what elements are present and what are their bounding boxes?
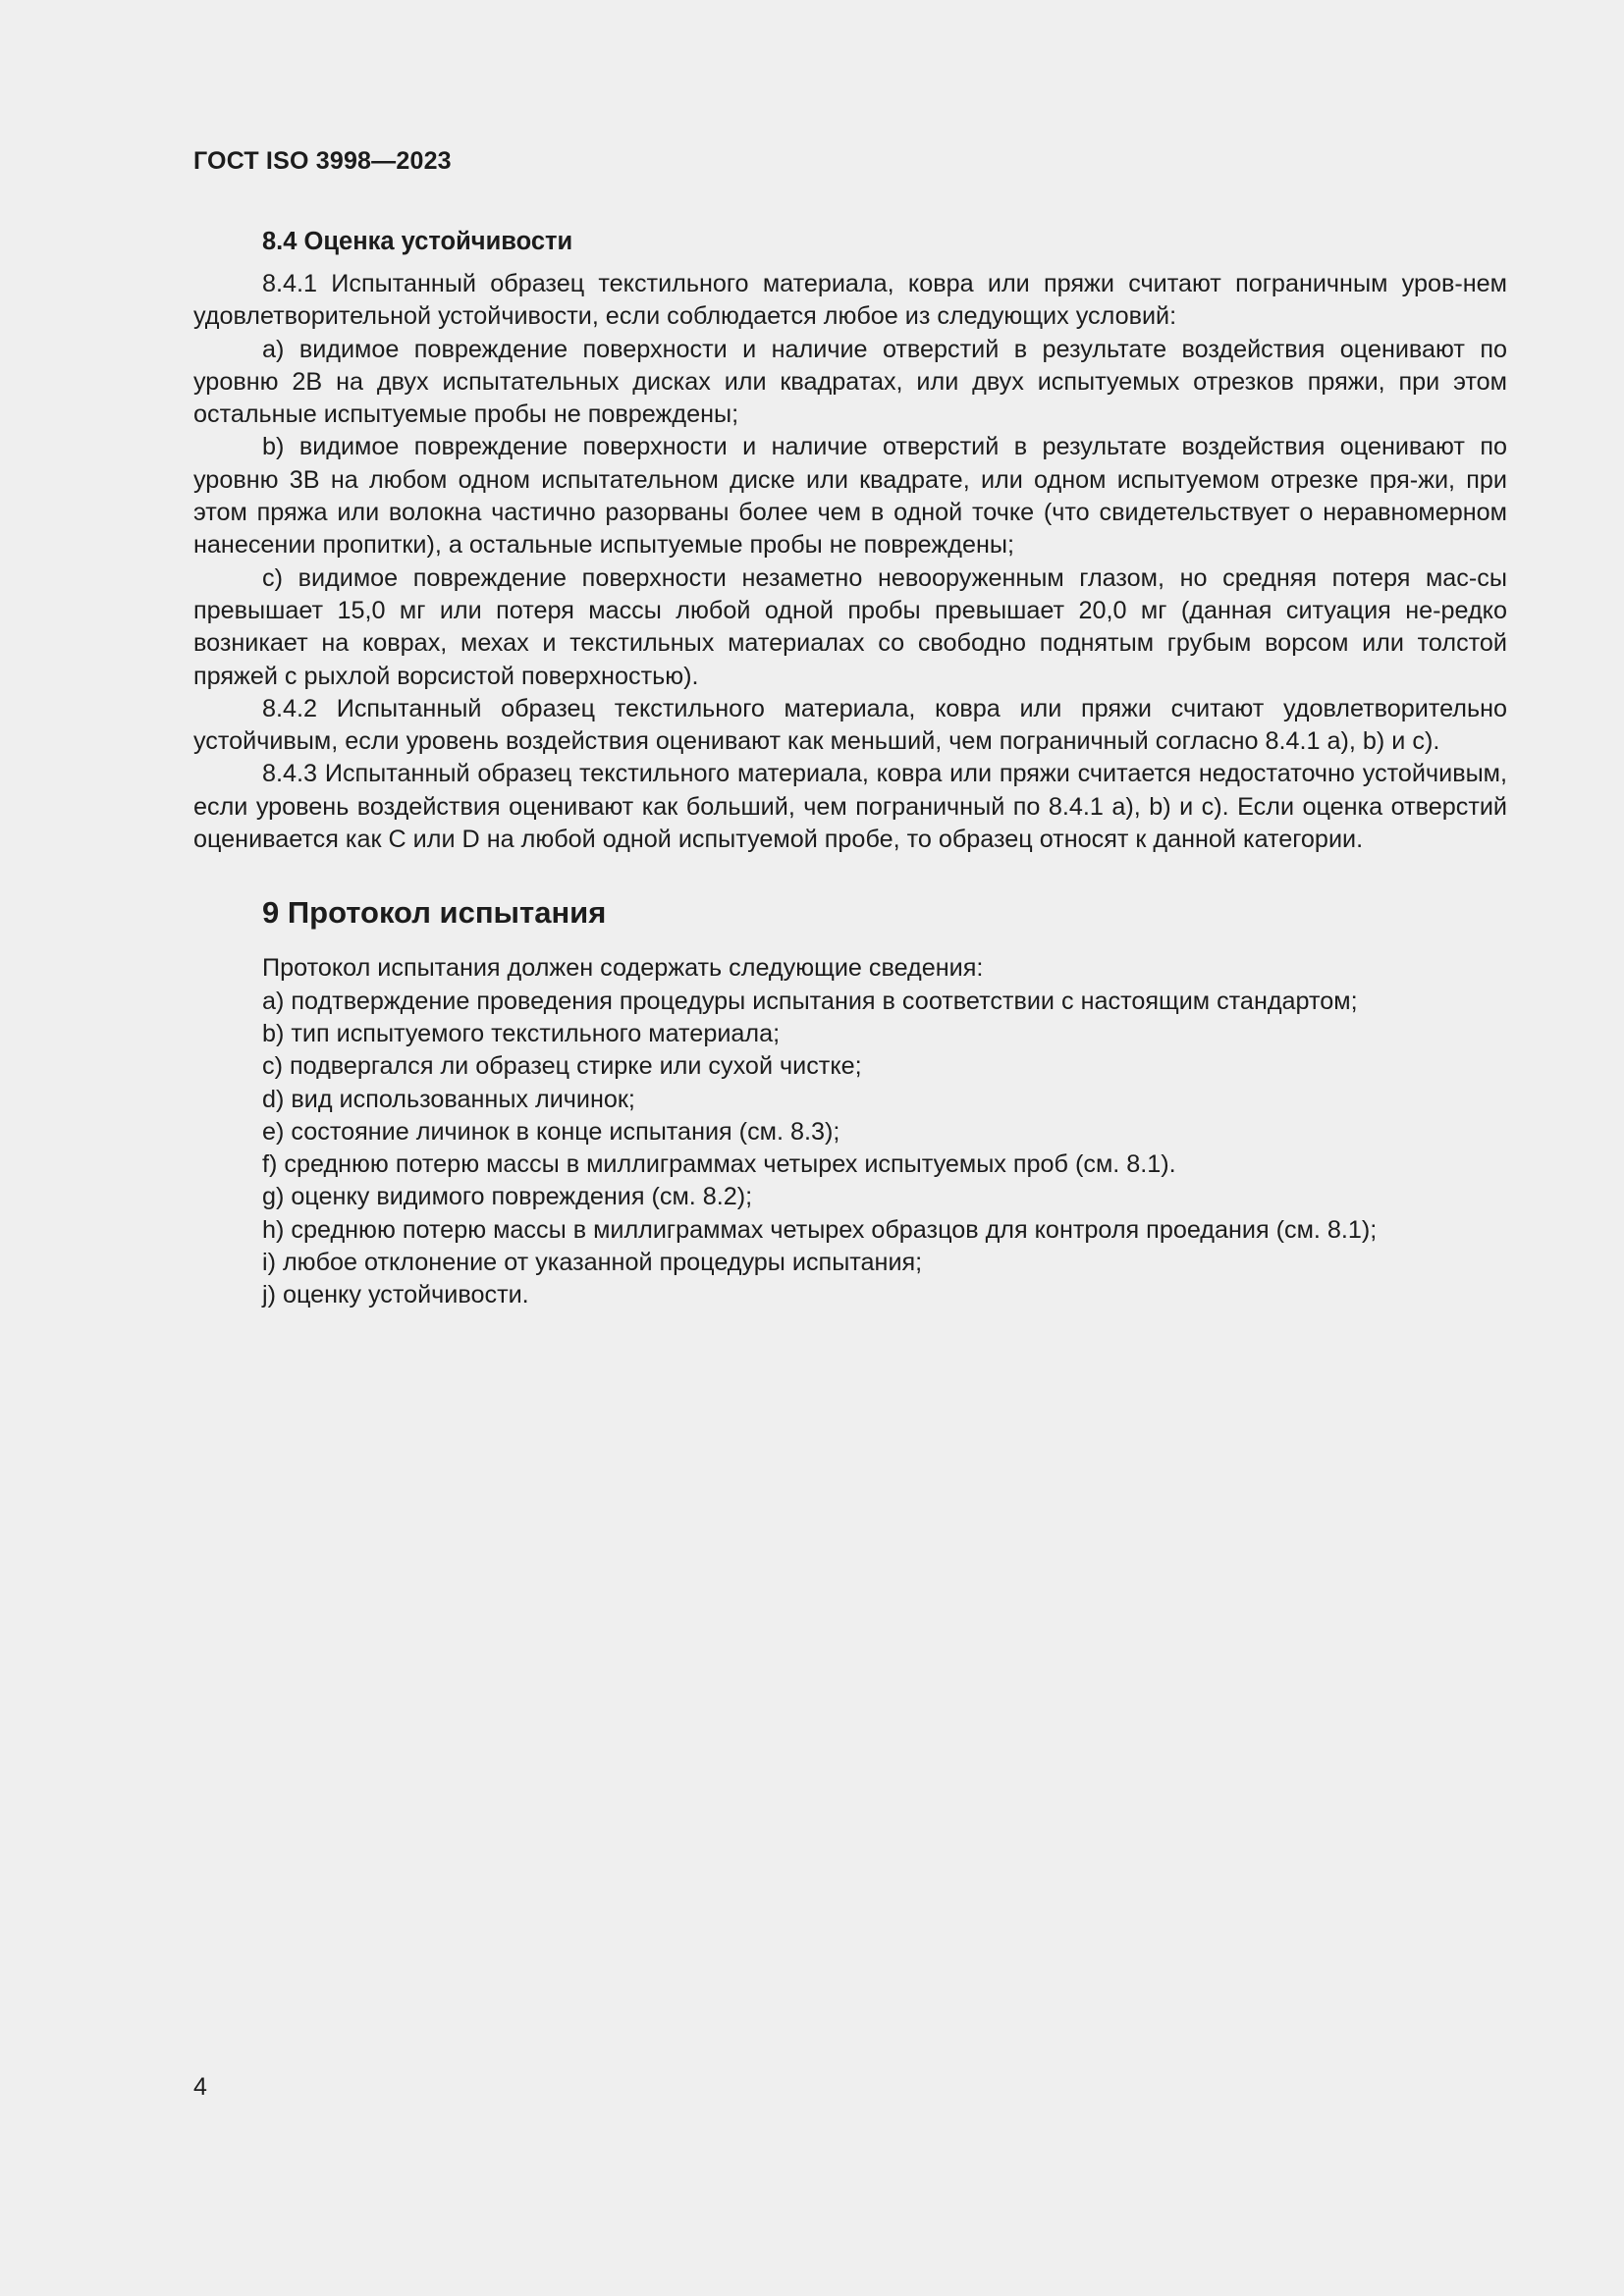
list-item: b) тип испытуемого текстильного материала;: [262, 1019, 781, 1047]
list-item: g) оценку видимого повреждения (см. 8.2);: [262, 1183, 753, 1211]
paragraph-8-4-1: 8.4.1 Испытанный образец текстильного материала, ковра или пряжи считают пограничным уров-нем удовлетворительной устойчивости, если соблюдается любое из следующих условий:: [193, 270, 1507, 331]
condition-item-a: a) видимое повреждение поверхности и наличие отверстий в результате воздействия оценивают по уровню 2B на двух испытательных дисках или квадратах, или двух испытуемых отрезков пряжи, при этом остальные испытуемые пробы не повреждены;: [193, 335, 1507, 429]
list-item: h) среднюю потерю массы в миллиграммах четырех образцов для контроля проедания (см. 8.1);: [262, 1215, 1378, 1244]
list-item: e) состояние личинок в конце испытания (см. 8.3);: [262, 1117, 840, 1146]
page-number: 4: [193, 2073, 207, 2101]
page-content: [193, 226, 1507, 1312]
list-item: c) подвергался ли образец стирке или сухой чистке;: [262, 1052, 862, 1081]
paragraph-8-4-2: 8.4.2 Испытанный образец текстильного материала, ковра или пряжи считают удовлетворительно устойчивым, если уровень воздействия оценивают как меньший, чем пограничный согласно 8.4.1 a), b) и c).: [193, 694, 1507, 756]
protocol-intro: Протокол испытания должен содержать следующие сведения:: [262, 954, 984, 983]
list-item: f) среднюю потерю массы в миллиграммах четырех испытуемых проб (см. 8.1).: [262, 1150, 1176, 1179]
list-item: d) вид использованных личинок;: [262, 1085, 635, 1113]
condition-item-b: b) видимое повреждение поверхности и наличие отверстий в результате воздействия оценивают по уровню 3B на любом одном испытательном диске или квадрате, или одном испытуемом отрезке пря-жи, при этом пряжа или волокна частично разорваны более чем в одной точке (что свидетельствует о неравномерном нанесении пропитки), а остальные испытуемые пробы не повреждены;: [193, 433, 1507, 560]
document-code-header: ГОСТ ISO 3998—2023: [193, 147, 452, 175]
protocol-list: [193, 952, 1507, 1311]
list-item: j) оценку устойчивости.: [262, 1281, 529, 1309]
condition-item-c: c) видимое повреждение поверхности незаметно невооруженным глазом, но средняя потеря мас-сы превышает 15,0 мг или потеря массы любой одной пробы превышает 20,0 мг (данная ситуация не-редко возникает на коврах, мехах и текстильных материалах со свободно поднятым грубым ворсом или толстой пряжей с рыхлой ворсистой поверхностью).: [193, 563, 1507, 690]
paragraph-8-4-3: 8.4.3 Испытанный образец текстильного материала, ковра или пряжи считается недостаточно устойчивым, если уровень воздействия оценивают как больший, чем пограничный по 8.4.1 a), b) и c). Если оценка отверстий оценивается как C или D на любой одной испытуемой пробе, то образец относят к данной категории.: [193, 760, 1507, 854]
section-9-heading: 9 Протокол испытания: [262, 895, 607, 931]
list-item: i) любое отклонение от указанной процедуры испытания;: [262, 1249, 923, 1277]
list-item: a) подтверждение проведения процедуры испытания в соответствии с настоящим стандартом;: [262, 987, 1358, 1015]
subsection-8-4-heading: 8.4 Оценка устойчивости: [262, 228, 573, 255]
